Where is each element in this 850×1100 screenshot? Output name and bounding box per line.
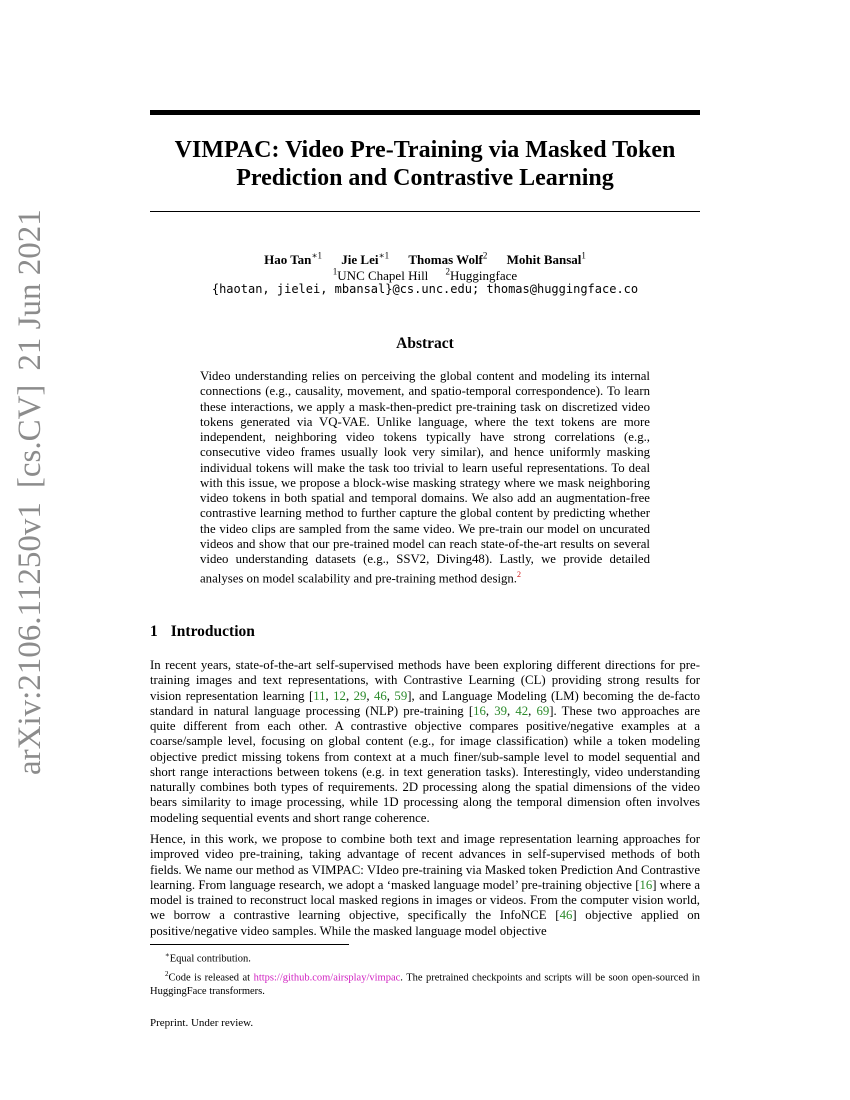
citation-link[interactable]: 29: [353, 688, 367, 703]
section-number: 1: [150, 623, 158, 640]
footnote-ref[interactable]: 2: [517, 570, 521, 580]
author-name: Thomas Wolf$^2$: [408, 251, 488, 268]
title-bottom-rule: [150, 211, 700, 212]
footnote: ∗Equal contribution.: [165, 951, 251, 965]
section-title: Introduction: [170, 623, 255, 640]
footnote-rule: [150, 944, 349, 945]
abstract-body: Video understanding relies on perceiving the global content and modeling its internal connections (e.g., causality, movement, and spatio-temporal correspondence). To learn these interactions, we apply a mask-then-predict pre-training task on discretized video tokens generated via VQ-VAE. Unlike language, where the text tokens are more independent, neighboring video tokens typically have strong correlations (e.g., consecutive video frames usually look very similar), and hence uniformly masking individual tokens will make the task too trivial to learn useful representations. To deal with this issue, we propose a block-wise masking strategy where we mask neighboring video tokens in both spatial and temporal domains. We also add an augmentation-free contrastive learning method to further capture the global content by predicting whether the video clips are sampled from the same video. We pre-train our model on uncurated videos and show that our pre-trained model can reach state-of-the-art results on several video understanding datasets (e.g., SSV2, Diving48). Lastly, we provide detailed analyses on model scalability and pre-training method design.$^2$: [200, 369, 650, 586]
author-name: Hao Tan$^{∗1}$: [264, 251, 323, 268]
citation-link[interactable]: 39: [494, 703, 508, 718]
citation-link[interactable]: 69: [536, 703, 550, 718]
affiliation: $^2$Huggingface: [445, 267, 518, 284]
citation-link[interactable]: 16: [639, 877, 653, 892]
abstract-heading: Abstract: [396, 335, 454, 352]
arxiv-sidebar-stamp: [12, 195, 49, 775]
affiliation: $^1$UNC Chapel Hill: [332, 267, 429, 284]
citation-link[interactable]: 46: [374, 688, 387, 703]
citation-link[interactable]: 11: [313, 688, 326, 703]
citation-link[interactable]: 46: [559, 908, 573, 923]
title-line-1: VIMPAC: Video Pre-Training via Masked Token: [174, 137, 676, 163]
citation-link[interactable]: 59: [394, 688, 408, 703]
title-top-rule: [150, 110, 700, 115]
citation-link[interactable]: 42: [515, 703, 529, 718]
paper-title: [150, 136, 700, 192]
arxiv-id: arXiv:2106.11250v1: [12, 502, 48, 775]
citation-link[interactable]: 12: [333, 688, 346, 703]
author-name: Mohit Bansal$^1$: [506, 251, 586, 268]
preprint-notice: Preprint. Under review.: [150, 1017, 254, 1029]
intro-paragraph-2: Hence, in this work, we propose to combine both text and image representation learning approaches for improved video pre-training, taking advantage of recent advances in self-supervised methods of both fields. We name our method as VIMPAC: VIdeo pre-training via Masked token Prediction And Contrastive learning. From language research, we adopt a ‘masked language model’ pre-training objective [16] where a model is trained to reconstruct local masked regions in images or videos. From the computer vision world, we borrow a contrastive learning objective, specifically the InfoNCE [46] objective applied on positive/negative video samples. While the masked language model objective: [150, 832, 700, 938]
section-heading: [150, 623, 255, 641]
footnotes: [150, 948, 700, 999]
intro-paragraph-1: In recent years, state-of-the-art self-supervised methods have been exploring different directions for pre-training images and text representations, with Contrastive Learning (CL) providing strong results for vision representation learning [11, 12, 29, 46, 59], and Language Modeling (LM) becoming the de-facto standard in natural language processing (NLP) pre-training [16, 39, 42, 69]. These two approaches are quite different from each other. A contrastive objective compares positive/negative examples at a coarse/sample level, focusing on global content (e.g., for image classification) while a token modeling objective predict missing tokens from context at a much finer/sub-sample level to model sequential and short range interactions between tokens (e.g. in text generation tasks). Interestingly, video understanding naturally combines both types of requirements. 2D processing along the spatial dimensions of the video bears similarity to image processing, while 1D processing along the temporal dimension often involves modeling sequential events and short range coherence.: [150, 658, 701, 825]
author-name: Jie Lei$^{∗1}$: [341, 251, 390, 268]
author-emails: {haotan, jielei, mbansal}@cs.unc.edu; thomas@huggingface.co: [211, 282, 639, 296]
citation-link[interactable]: 16: [473, 703, 486, 718]
footnote: $^2$Code is released at https://github.com/airsplay/vimpac. The pretrained checkpoints and scripts will be soon open-sourced in HuggingFace transformers.: [150, 969, 701, 997]
title-line-2: Prediction and Contrastive Learning: [236, 165, 614, 191]
arxiv-category: [cs.CV]: [12, 384, 48, 489]
code-link[interactable]: https://github.com/airsplay/vimpac: [253, 972, 401, 983]
arxiv-date: 21 Jun 2021: [12, 209, 48, 371]
